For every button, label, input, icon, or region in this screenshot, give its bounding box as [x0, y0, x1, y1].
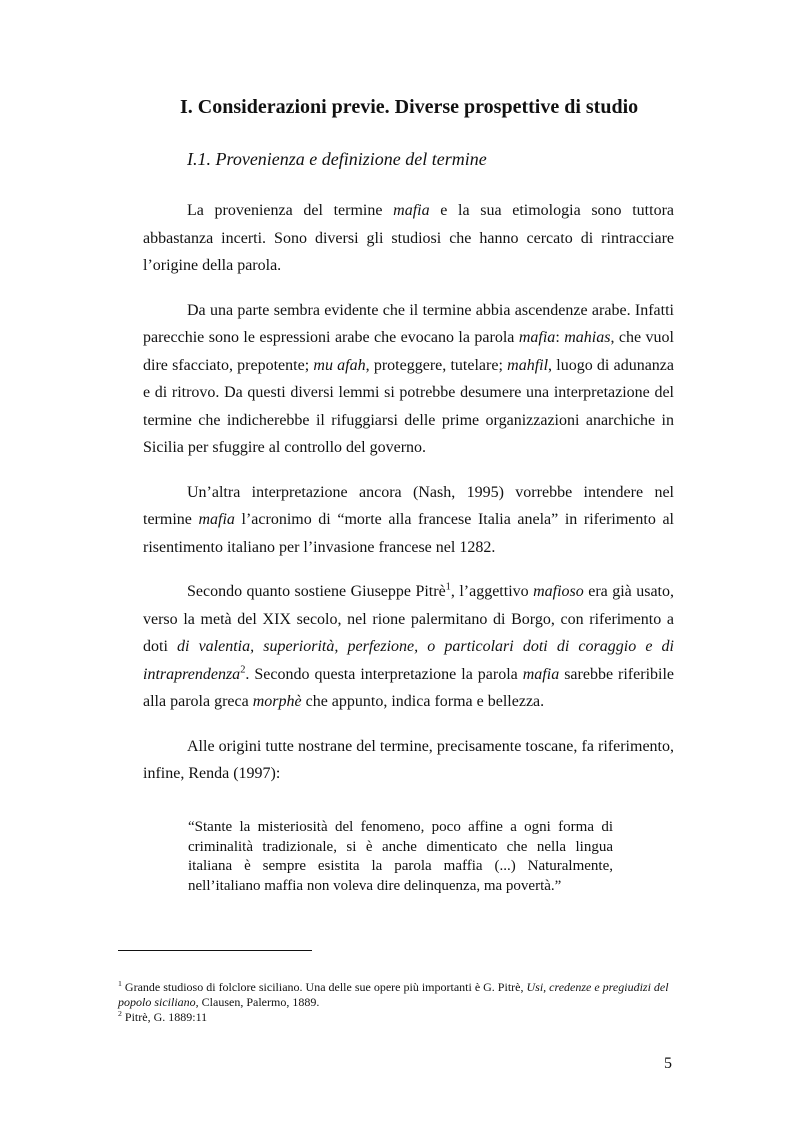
footnote-ref-2[interactable]: 2 [240, 664, 246, 676]
section-heading: I.1. Provenienza e definizione del termine [187, 149, 487, 169]
body-text-upper [143, 197, 674, 788]
paragraph-1: La provenienza del termine mafia e la sua etimologia sono tuttora abbastanza incerti. Sono diversi gli studiosi che hanno cercato di rintracciare l’origine della parola. [143, 202, 674, 274]
footnotes [118, 980, 678, 1025]
paragraph-4: Secondo quanto sostiene Giuseppe Pitrè$^1$, l’aggettivo mafioso era già usato, verso la metà del XIX secolo, nel rione palermitano di Borgo, con riferimento a doti di valentia, superiorità, perfezione, o particolari doti di coraggio e di intraprendenza$^2$. Secondo questa interpretazione la parola mafia sarebbe riferibile alla parola greca morphè che appunto, indica forma e bellezza. [143, 581, 675, 710]
paragraph-3: Un’altra interpretazione ancora (Nash, 1995) vorrebbe intendere nel termine mafia l’acronimo di “morte alla francese Italia anela” in riferimento al risentimento italiano per l’invasione francese nel 1282. [143, 483, 674, 556]
footnote-1: $^1$ Grande studioso di folclore siciliano. Una delle sue opere più importanti è G. Pitrè, Usi, credenze e pregiudizi del popolo siciliano, Clausen, Palermo, 1889. [118, 979, 669, 1009]
paragraph-2: Da una parte sembra evidente che il termine abbia ascendenze arabe. Infatti parecchie sono le espressioni arabe che evocano la parola mafia: mahias, che vuol dire sfacciato, prepotente; mu afah, proteggere, tutelare; mahfil, luogo di adunanza e di ritrovo. Da questi diversi lemmi si potrebbe desumere una interpretazione del termine che indicherebbe il rifuggiarsi delle prime organizzazioni anarchiche in Sicilia per sfuggire al controllo del governo. [143, 301, 675, 456]
paragraph-5: Alle origini tutte nostrane del termine, precisamente toscane, fa riferimento, infine, Renda (1997): [143, 737, 674, 782]
chapter-heading: I. Considerazioni previe. Diverse prospettive di studio [180, 96, 639, 118]
block-quote: “Stante la misteriosità del fenomeno, poco affine a ogni forma di criminalità tradizionale, si è anche dimenticato che nella lingua italiana è sempre esistita la parola maffia (...) Naturalmente, nell’italiano maffia non voleva dire delinquenza, ma povertà.” [188, 819, 613, 894]
footnote-ref-1[interactable]: 1 [445, 581, 451, 593]
footnote-2: $^2$ Pitrè, G. 1889:11 [118, 1009, 208, 1024]
footnote-separator [118, 950, 312, 951]
page-number: 5 [664, 1055, 672, 1072]
